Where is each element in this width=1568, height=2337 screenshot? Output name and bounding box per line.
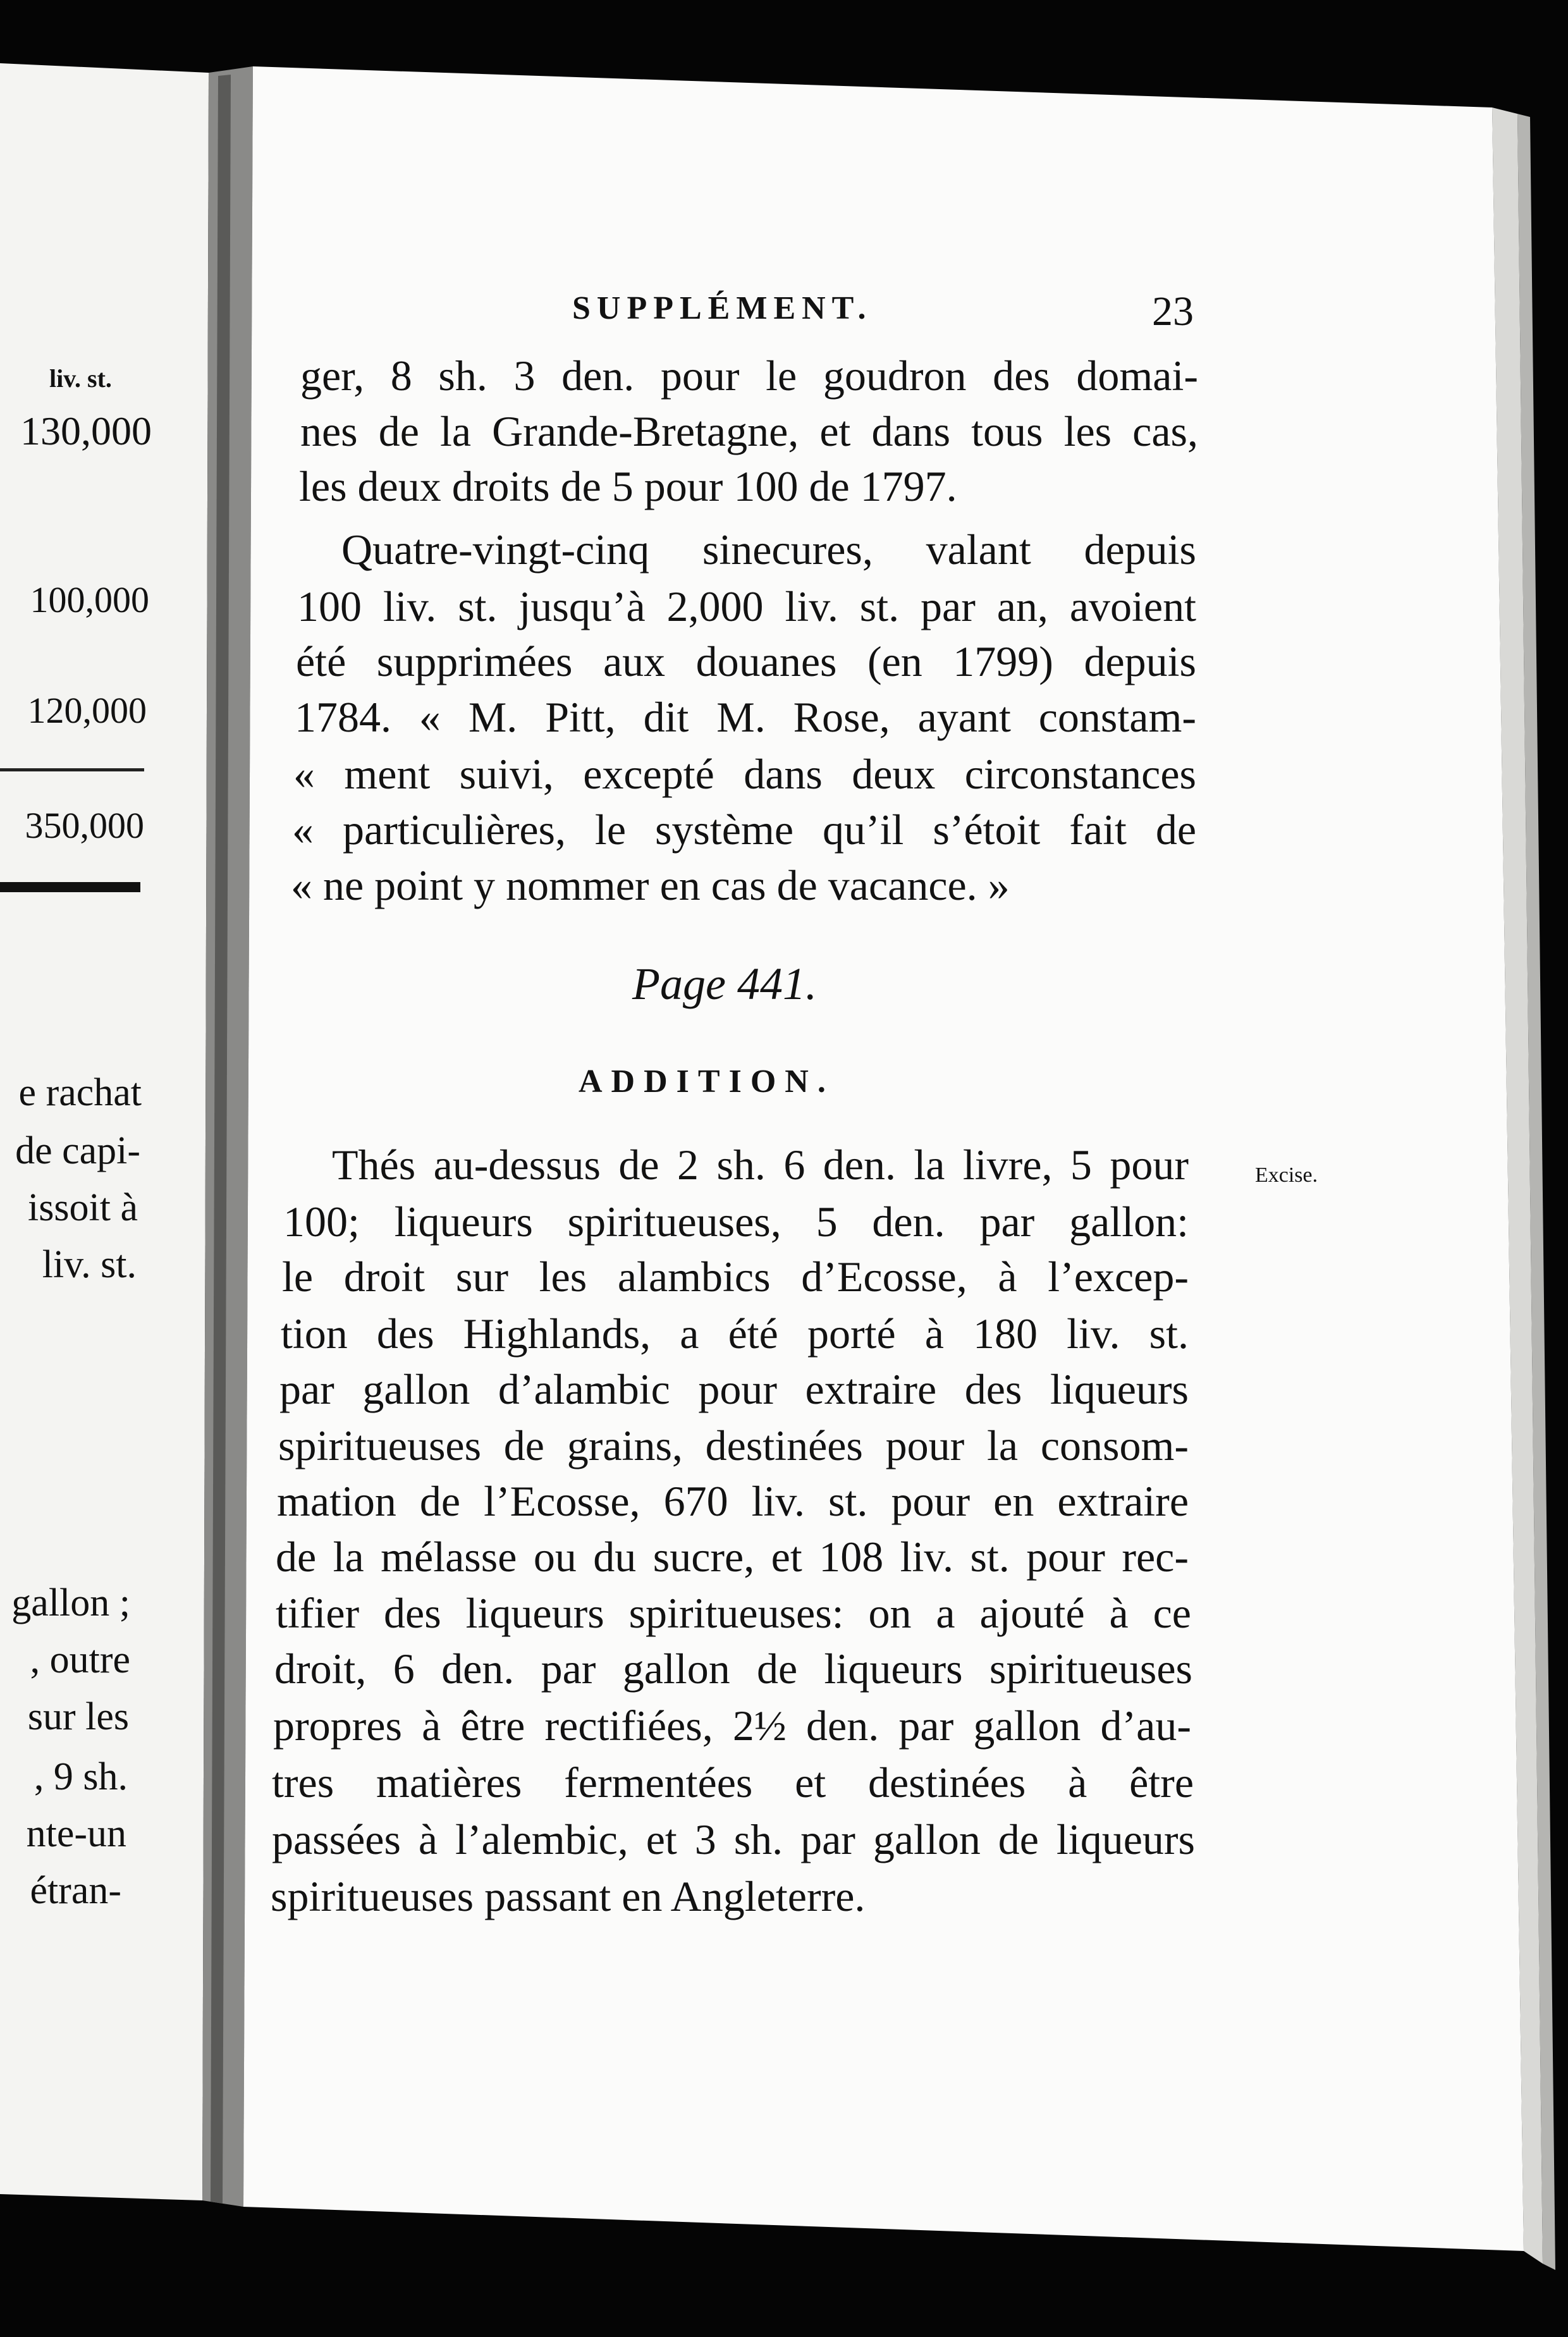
text-line: droit, 6 den. par gallon de liqueurs spiritueuses — [274, 1645, 1192, 1693]
text-line: « ne point y nommer en cas de vacance. » — [291, 861, 1010, 909]
left-text-fragment: de capi- — [15, 1129, 140, 1172]
left-amount: 350,000 — [25, 805, 144, 846]
text-line: nes de la Grande-Bretagne, et dans tous les cas, — [300, 407, 1198, 455]
text-line: les deux droits de 5 pour 100 de 1797. — [299, 462, 957, 510]
text-line: le droit sur les alambics d’Ecosse, à l’excep- — [282, 1253, 1189, 1301]
text-line: Thés au-dessus de 2 sh. 6 den. la livre, 5 pour — [332, 1141, 1189, 1189]
text-line: « ment suivi, excepté dans deux circonstances — [293, 750, 1196, 798]
text-line: par gallon d’alambic pour extraire des liqueurs — [279, 1365, 1189, 1413]
text-line: été supprimées aux douanes (en 1799) depuis — [296, 637, 1196, 685]
text-line: Quatre-vingt-cinq sinecures, valant depuis — [341, 525, 1196, 574]
left-text-fragment: e rachat — [18, 1071, 142, 1114]
left-unit-header: liv. st. — [49, 364, 112, 393]
page-number: 23 — [1152, 288, 1194, 334]
left-amount: 130,000 — [20, 408, 152, 453]
page-reference: Page 441. — [632, 959, 817, 1009]
text-line: spiritueuses passant en Angleterre. — [271, 1872, 866, 1920]
text-line: 100; liqueurs spiritueuses, 5 den. par gallon: — [283, 1198, 1189, 1246]
left-text-fragment: sur les — [27, 1695, 129, 1738]
text-line: tifier des liqueurs spiritueuses: on a ajouté à ce — [276, 1589, 1191, 1637]
left-amount: 100,000 — [30, 579, 149, 620]
text-line: mation de l’Ecosse, 670 liv. st. pour en extraire — [277, 1477, 1189, 1525]
left-text-fragment: liv. st. — [42, 1243, 137, 1286]
text-line: 100 liv. st. jusqu’à 2,000 liv. st. par an, avoient — [297, 582, 1196, 630]
margin-note: Excise. — [1255, 1163, 1318, 1187]
section-heading: ADDITION. — [579, 1064, 835, 1100]
left-text-fragment: , 9 sh. — [34, 1755, 128, 1798]
text-line: ger, 8 sh. 3 den. pour le goudron des domai- — [300, 352, 1198, 400]
text-line: de la mélasse ou du sucre, et 108 liv. st. pour rec- — [276, 1533, 1189, 1581]
left-amount: 120,000 — [27, 690, 147, 731]
text-line: « particulières, le système qu’il s’étoit fait de — [292, 806, 1196, 854]
left-text-fragment: étran- — [30, 1869, 121, 1912]
running-head: SUPPLÉMENT. — [572, 290, 873, 326]
text-line: passées à l’alembic, et 3 sh. par gallon de liqueurs — [272, 1815, 1195, 1863]
text-line: propres à être rectifiées, 2½ den. par gallon d’au- — [273, 1702, 1191, 1750]
left-text-fragment: , outre — [30, 1638, 130, 1681]
text-line: tion des Highlands, a été porté à 180 liv. st. — [281, 1310, 1189, 1358]
left-text-fragment: gallon ; — [11, 1581, 130, 1624]
text-line: spiritueuses de grains, destinées pour la consom- — [278, 1421, 1189, 1469]
left-text-fragment: issoit à — [28, 1186, 138, 1229]
text-line: 1784. « M. Pitt, dit M. Rose, ayant constam- — [295, 693, 1196, 741]
left-text-fragment: nte-un — [26, 1812, 126, 1855]
text-line: tres matières fermentées et destinées à être — [272, 1758, 1194, 1806]
